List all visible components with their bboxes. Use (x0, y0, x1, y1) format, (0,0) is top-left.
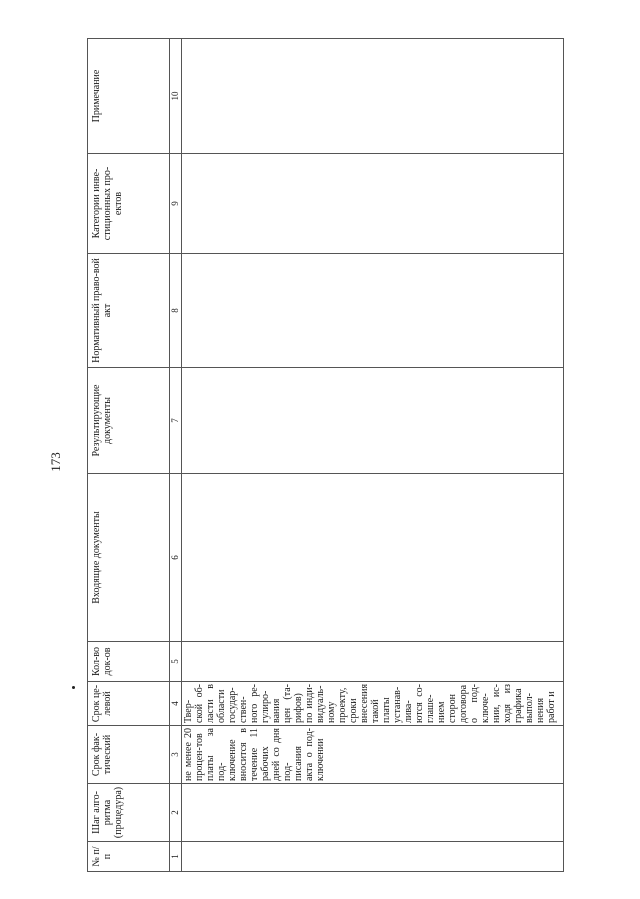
header-incoming-docs: Входящие документы (88, 474, 170, 642)
row-cell-incoming-docs (182, 474, 564, 642)
column-number: 5 (170, 642, 182, 682)
column-number: 2 (170, 784, 182, 842)
row-cell-doc-count (182, 642, 564, 682)
column-number: 6 (170, 474, 182, 642)
header-target-term: Срок це-левой (88, 682, 170, 726)
header-resulting-docs: Результирующие документы (88, 368, 170, 474)
page-number: 173 (48, 452, 63, 472)
row-cell-resulting-docs (182, 368, 564, 474)
header-legal-act: Нормативный право-вой акт (88, 254, 170, 368)
row-cell-number (182, 842, 564, 872)
row-cell-algorithm-step (182, 784, 564, 842)
row-cell-target-term (182, 682, 564, 726)
row-cell-legal-act (182, 254, 564, 368)
row-cell-actual-term (182, 726, 564, 784)
column-number: 8 (170, 254, 182, 368)
column-number: 10 (170, 39, 182, 154)
header-project-categories: Категории инве-стиционных про-ектов (88, 154, 170, 254)
procedure-table (87, 39, 564, 872)
header-note: Примечание (88, 39, 170, 154)
target-term-text: Твер-ской об-ласти в области государ-ствен-ного ре-гулиро-вания цен (та-рифов) по инди-видуаль-ному проекту, сроки внесения такой платы устанав-лива-ются со-глаше-нием сторон договора о под-ключе-нии, ис-ходя из графика выпол-нения работ и (183, 683, 557, 723)
column-number: 1 (170, 842, 182, 872)
header-algorithm-step: Шаг алго-ритма (процедура) (88, 784, 170, 842)
actual-term-text: не менее 20 процен-тов платы за под-ключение вносится в течение 11 рабочих дней со дня под-писания акта о под-ключении (183, 728, 326, 781)
column-number: 3 (170, 726, 182, 784)
table-row (182, 39, 564, 872)
row-cell-project-categories (182, 154, 564, 254)
row-cell-note (182, 39, 564, 154)
header-doc-count: Кол-во док-ов (88, 642, 170, 682)
header-number: № п/п (88, 842, 170, 872)
column-number: 9 (170, 154, 182, 254)
column-number: 4 (170, 682, 182, 726)
stray-dot (72, 686, 75, 689)
column-number: 7 (170, 368, 182, 474)
header-actual-term: Срок фак-тический (88, 726, 170, 784)
